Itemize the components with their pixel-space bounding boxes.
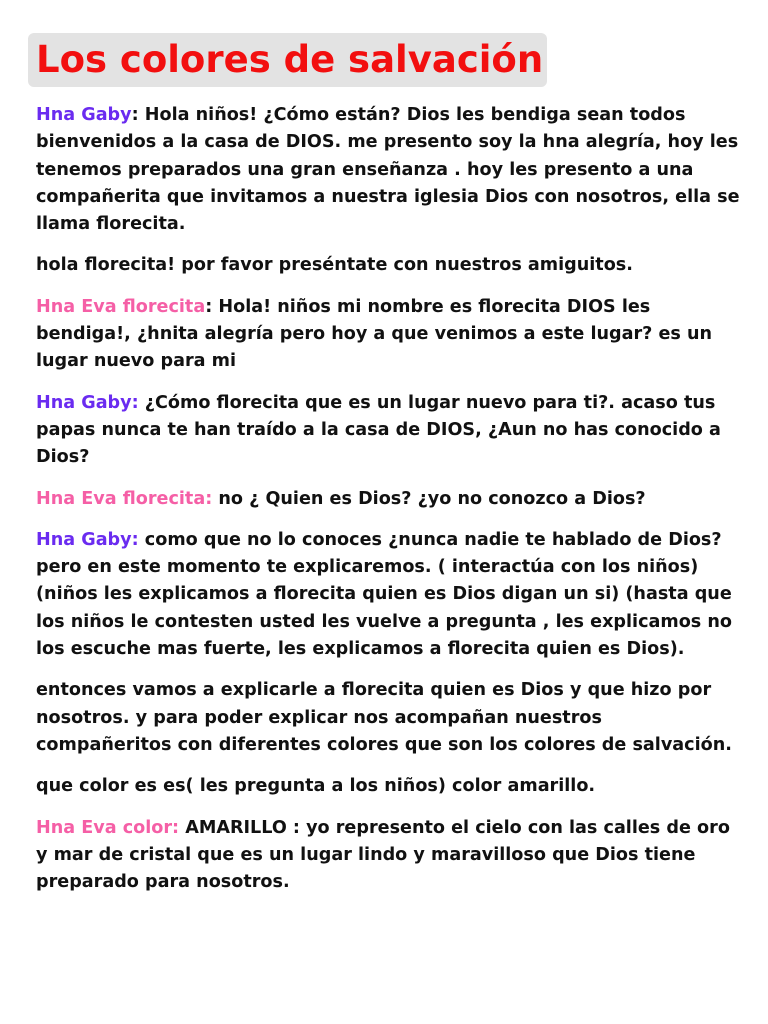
paragraph-text: hola florecita! por favor preséntate con nuestros amiguitos. <box>36 255 633 276</box>
paragraph-text: Hola niños! ¿Cómo están? Dios les bendiga sean todos bienvenidos a la casa de DIOS. me presento soy la hna alegría, hoy les tenemos preparados una gran enseñanza . hoy les presento a una compañerita que invitamos a nuestra iglesia Dios con nosotros, ella se llama florecita. <box>36 105 740 235</box>
speaker-colon: : <box>205 296 213 317</box>
speaker-label: Hna Eva color: <box>36 817 180 838</box>
paragraph-3 <box>36 294 740 376</box>
title-banner <box>28 33 547 87</box>
paragraph-text: que color es es( les pregunta a los niños) color amarillo. <box>36 776 596 797</box>
paragraph-6 <box>36 527 740 663</box>
paragraph-2 <box>36 252 740 279</box>
paragraph-text: entonces vamos a explicarle a florecita quien es Dios y que hizo por nosotros. y para poder explicar nos acompañan nuestros compañeritos con diferentes colores que son los colores de salvación. <box>36 680 732 755</box>
paragraph-text: no ¿ Quien es Dios? ¿yo no conozco a Dios? <box>212 488 646 509</box>
paragraph-1 <box>36 102 740 238</box>
paragraph-5 <box>36 486 740 513</box>
paragraph-8 <box>36 773 740 800</box>
paragraph-7 <box>36 677 740 759</box>
speaker-colon: : <box>131 105 139 125</box>
speaker-label: Hna Eva florecita: <box>36 488 213 509</box>
document-body <box>36 102 740 910</box>
paragraph-4 <box>36 390 740 472</box>
paragraph-text: como que no lo conoces ¿nunca nadie te hablado de Dios? pero en este momento te explicaremos. ( interactúa con los niños) (niños les explicamos a florecita quien es Dios digan un si) (hasta que los niños le contesten usted les vuelve a pregunta , les explicamos no los escuche mas fuerte, les explicamos a florecita quien es Dios). <box>36 529 733 660</box>
speaker-label: Hna Eva florecita <box>36 296 206 317</box>
paragraph-text: Hola! niños mi nombre es florecita DIOS les bendiga!, ¿hnita alegría pero hoy a que venimos a este lugar? es un lugar nuevo para mi <box>36 296 713 372</box>
speaker-label: Hna Gaby <box>36 105 132 125</box>
speaker-label: Hna Gaby: <box>36 392 139 413</box>
paragraph-text: ¿Cómo florecita que es un lugar nuevo para ti?. acaso tus papas nunca te han traído a la casa de DIOS, ¿Aun no has conocido a Dios? <box>36 392 721 468</box>
paragraph-9 <box>36 815 740 897</box>
paragraph-text: AMARILLO : yo represento el cielo con las calles de oro y mar de cristal que es un lugar lindo y maravilloso que Dios tiene preparado para nosotros. <box>36 817 730 893</box>
speaker-label: Hna Gaby: <box>36 529 139 550</box>
document-title: Los colores de salvación <box>36 38 544 81</box>
